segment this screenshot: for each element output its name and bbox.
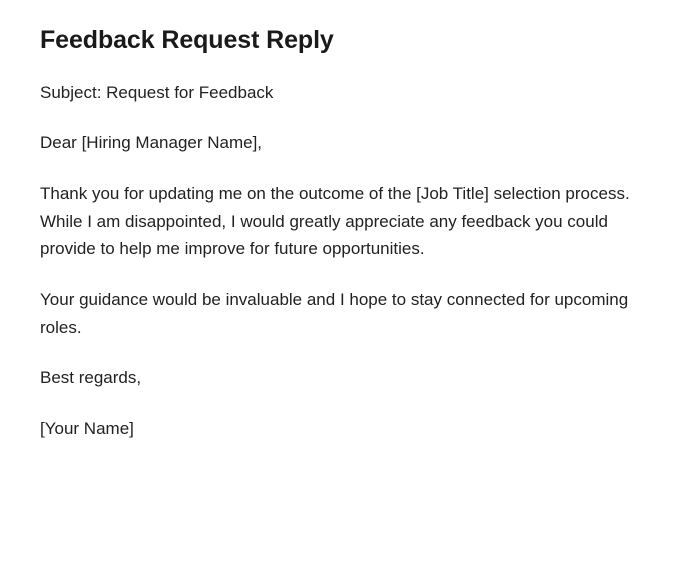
paragraph-body-1: Thank you for updating me on the outcome of the [Job Title] selection process. While I am disappointed, I would greatly appreciate any feedback you could provide to help me improve for future opportunities. xyxy=(40,183,630,259)
paragraph-body-2: Your guidance would be invaluable and I hope to stay connected for upcoming roles. xyxy=(40,290,629,337)
page-title: Feedback Request Reply xyxy=(40,26,334,54)
paragraph-closing: Best regards, xyxy=(40,368,142,388)
paragraph-salutation: Dear [Hiring Manager Name], xyxy=(40,133,263,153)
paragraph-subject: Subject: Request for Feedback xyxy=(40,82,274,102)
paragraph-signature: [Your Name] xyxy=(40,419,134,439)
